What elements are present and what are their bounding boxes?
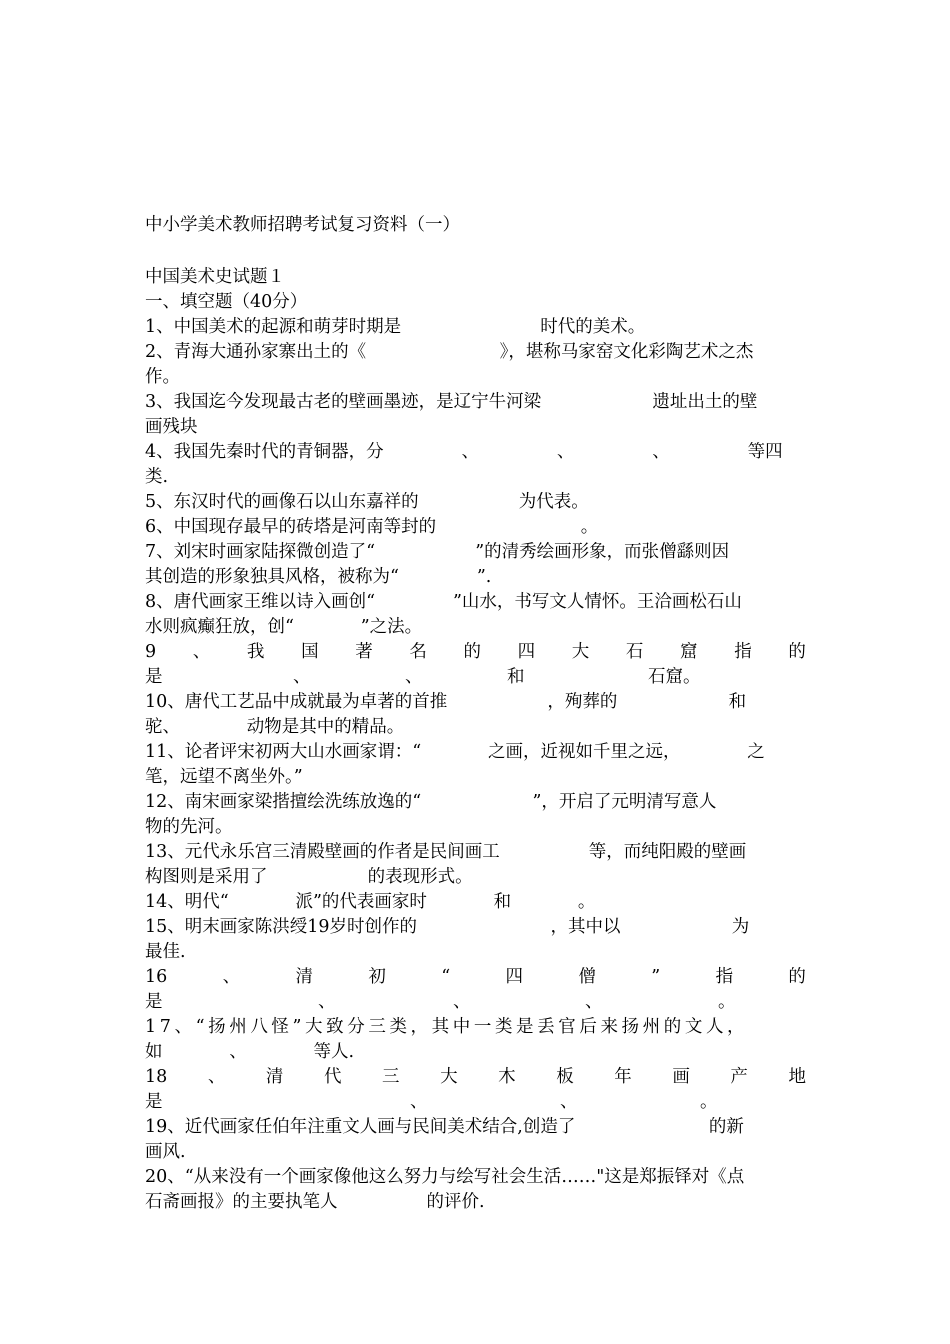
question-20-cont: 石斋画报》的主要执笔人 的评价. <box>145 1192 485 1212</box>
question-6: 6、中国现存最早的砖塔是河南等封的 。 <box>145 517 599 537</box>
q9b-seg: 、 <box>293 667 311 687</box>
q9-char: 大 <box>571 642 590 662</box>
q9-char: 石 <box>625 642 644 662</box>
q16b-seg: 是 <box>145 992 163 1012</box>
question-8-cont: 水则疯癫狂放，创“ ”之法。 <box>145 617 423 637</box>
q16b-seg: 。 <box>718 992 736 1012</box>
question-5: 5、东汉时代的画像石以山东嘉祥的 为代表。 <box>145 492 589 512</box>
question-10-cont: 驼、 动物是其中的精品。 <box>145 717 405 737</box>
question-16 <box>145 965 806 989</box>
q18-char: 三 <box>382 1067 400 1087</box>
q18b-seg: 。 <box>700 1092 718 1112</box>
q18-char: 代 <box>323 1067 342 1087</box>
question-4: 4、我国先秦时代的青铜器，分 、 、 、 等四 <box>145 442 783 462</box>
question-13: 13、元代永乐宫三清殿壁画的作者是民间画工 等，而纯阳殿的壁画 <box>145 842 747 862</box>
q16-char: “ <box>441 967 451 987</box>
q18-char: 画 <box>672 1067 690 1087</box>
q9-char: 的 <box>788 642 806 662</box>
q18-char: 板 <box>556 1067 574 1087</box>
q16b-seg: 、 <box>318 992 336 1012</box>
question-12: 12、南宋画家梁揩擅绘洗练放逸的“ ”，开启了元明清写意人 <box>145 792 717 812</box>
question-7: 7、刘宋时画家陆探微创造了“ ”的清秀绘画形象，而张僧繇则因 <box>145 542 730 562</box>
q9-char: 我 <box>246 642 265 662</box>
question-14: 14、明代“ 派”的代表画家时 和 。 <box>145 892 596 912</box>
q18-char: 木 <box>498 1067 516 1087</box>
q16-char: 指 <box>715 967 734 987</box>
question-10: 10、唐代工艺品中成就最为卓著的首推 ，殉葬的 和 <box>145 692 747 712</box>
question-9 <box>145 640 806 664</box>
question-11: 11、论者评宋初两大山水画家谓：“ 之画，近视如千里之远， 之 <box>145 742 765 762</box>
q9-char: 的 <box>463 642 481 662</box>
question-3: 3、我国迄今发现最古老的壁画墨迹，是辽宁牛河梁 遗址出土的壁 <box>145 392 758 412</box>
q16-char: ” <box>651 967 661 987</box>
part-one-heading: 一、填空题（40分） <box>145 292 308 312</box>
q9-char: 、 <box>192 642 211 662</box>
q18-char: 、 <box>207 1067 226 1087</box>
q18-char: 大 <box>440 1067 458 1087</box>
q18-char: 年 <box>614 1067 632 1087</box>
q9b-seg: 、 <box>405 667 423 687</box>
question-20: 20、“从来没有一个画家像他这么努力与绘写社会生活……"这是郑振铎对《点 <box>145 1167 745 1187</box>
q9b-seg: 石窟。 <box>648 667 701 687</box>
question-12-cont: 物的先河。 <box>145 817 233 837</box>
q18-char: 18 <box>145 1067 168 1087</box>
q9-char: 指 <box>734 642 752 662</box>
q18-char: 地 <box>788 1067 806 1087</box>
q9-char: 国 <box>301 642 319 662</box>
question-18 <box>145 1065 806 1089</box>
q16-char: 僧 <box>578 967 596 987</box>
question-11-cont: 笔，远望不离坐外。” <box>145 767 303 787</box>
q16-char: 的 <box>788 967 806 987</box>
q18-char: 产 <box>730 1067 748 1087</box>
question-4-cont: 类. <box>145 467 169 487</box>
q16-char: 、 <box>222 967 241 987</box>
q9b-seg: 是 <box>145 667 163 687</box>
question-2: 2、青海大通孙家寨出土的《 》，堪称马家窑文化彩陶艺术之杰 <box>145 342 754 362</box>
q16-char: 清 <box>295 967 313 987</box>
q18b-seg: 是 <box>145 1092 163 1112</box>
q16-char: 四 <box>505 967 524 987</box>
question-15: 15、明末画家陈洪绶19岁时创作的 ，其中以 为 <box>145 917 750 937</box>
q18b-seg: 、 <box>560 1092 578 1112</box>
question-3-cont: 画残块 <box>145 417 198 437</box>
q9-char: 著 <box>355 642 373 662</box>
section-title: 中国美术史试题１ <box>145 267 285 287</box>
q16-char: 16 <box>145 967 168 987</box>
question-17: 17、“扬州八怪”大致分三类，其中一类是丢官后来扬州的文人， <box>145 1017 749 1037</box>
q16b-seg: 、 <box>585 992 603 1012</box>
document-title: 中小学美术教师招聘考试复习资料（一） <box>145 215 460 235</box>
q9b-seg: 和 <box>507 667 525 687</box>
q16b-seg: 、 <box>453 992 471 1012</box>
question-13-cont: 构图则是采用了 的表现形式。 <box>145 867 473 887</box>
question-1: 1、中国美术的起源和萌芽时期是 时代的美术。 <box>145 317 646 337</box>
question-7-cont: 其创造的形象独具风格，被称为“ ”. <box>145 567 492 587</box>
question-8: 8、唐代画家王维以诗入画创“ ”山水，书写文人情怀。王洽画松石山 <box>145 592 742 612</box>
question-19-cont: 画风. <box>145 1142 186 1162</box>
question-17-cont: 如 、 等人. <box>145 1042 355 1062</box>
q18-char: 清 <box>265 1067 284 1087</box>
q9-char: 9 <box>145 642 157 662</box>
q18b-seg: 、 <box>410 1092 428 1112</box>
q9-char: 四 <box>517 642 536 662</box>
q9-char: 窟 <box>680 642 698 662</box>
question-15-cont: 最佳. <box>145 942 186 962</box>
q9-char: 名 <box>409 642 427 662</box>
question-19: 19、近代画家任伯年注重文人画与民间美术结合,创造了 的新 <box>145 1117 744 1137</box>
q16-char: 初 <box>368 967 386 987</box>
question-2-cont: 作。 <box>145 367 180 387</box>
